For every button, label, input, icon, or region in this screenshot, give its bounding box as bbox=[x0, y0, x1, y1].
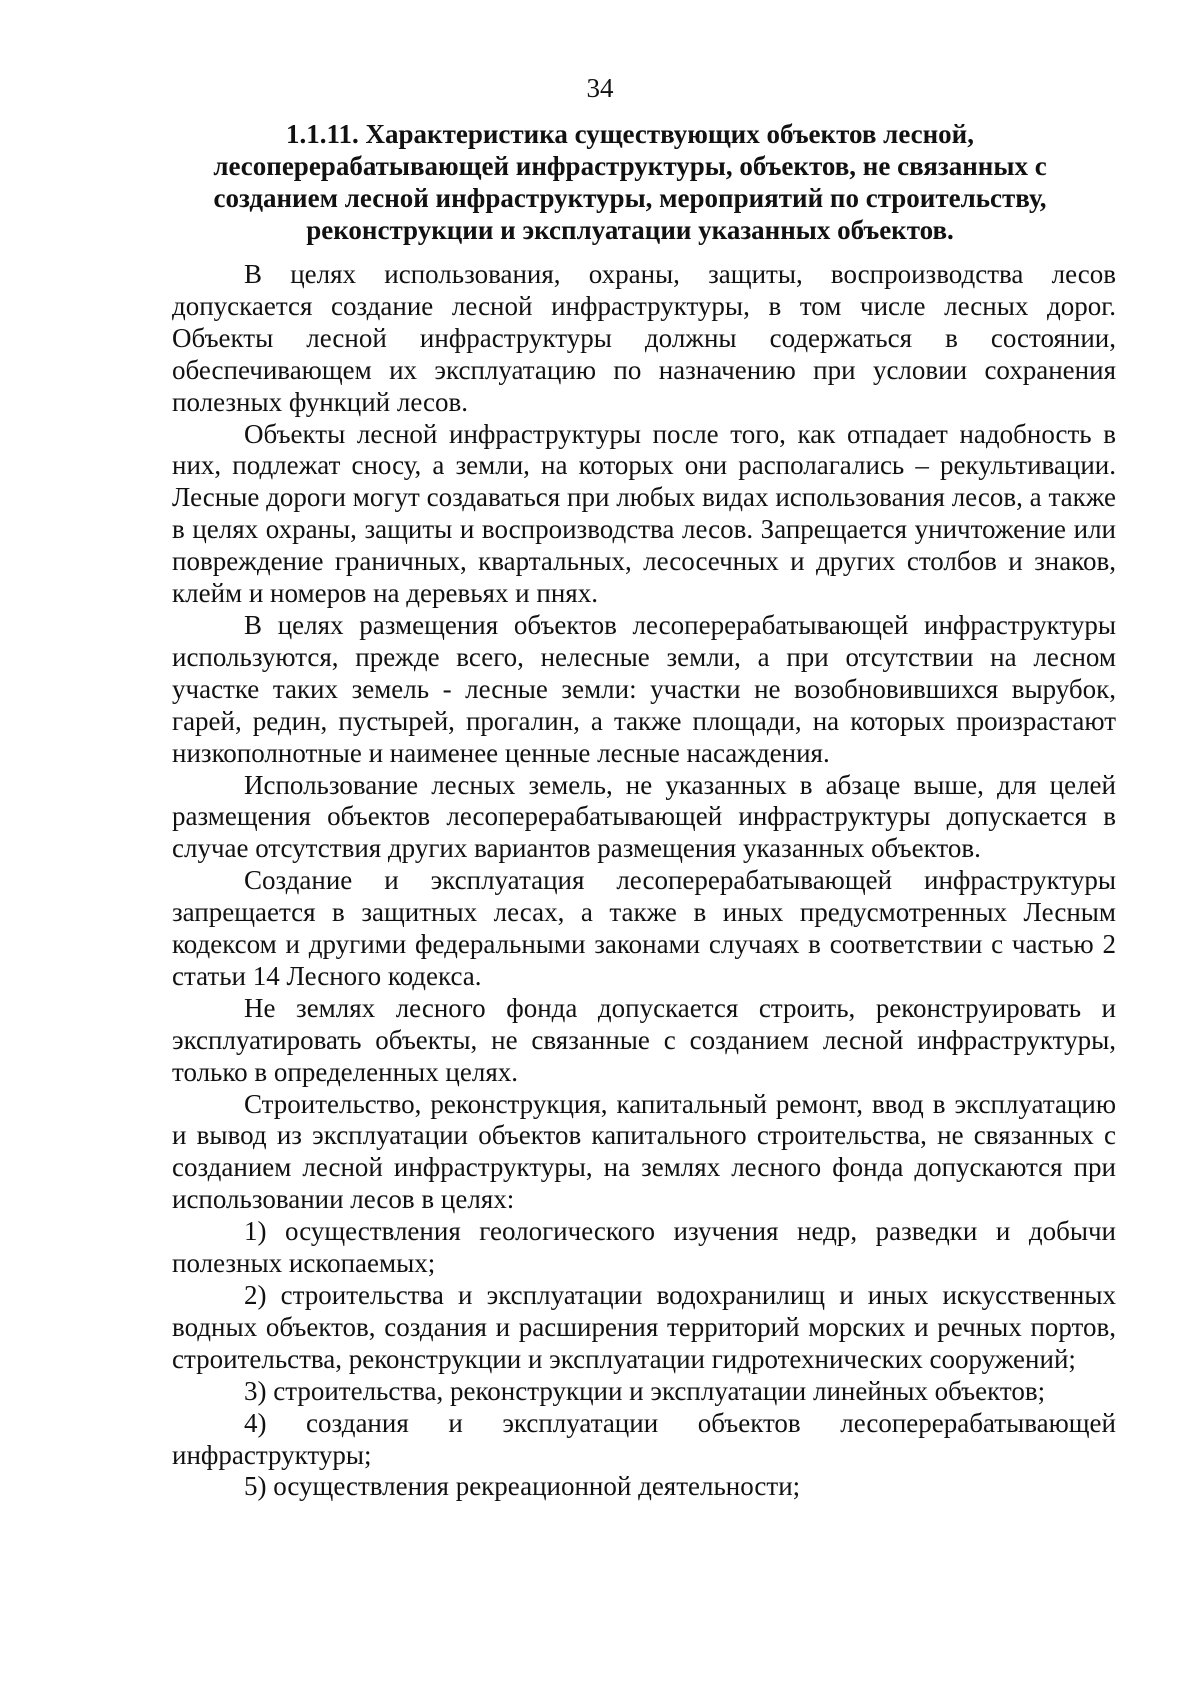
paragraph-demolition-reclamation: Объекты лесной инфраструктуры после того, как отпадает надобность в них, подлежат сносу, а земли, на которых они располагались – рекультивации. Лесные дороги могут создаваться при любых видах использования лесов, а также в целях охраны, защиты и воспроизводства лесов. Запрещается уничтожение или повреждение граничных, квартальных, лесосечных и других столбов и знаков, клейм и номеров на деревьях и пнях. bbox=[172, 418, 1116, 609]
paragraph-forest-lands-use: Использование лесных земель, не указанных в абзаце выше, для целей размещения объектов лесоперерабатывающей инфраструктуры допускается в случае отсутствия других вариантов размещения указанных объектов. bbox=[172, 769, 1116, 864]
page-number: 34 bbox=[586, 73, 614, 103]
paragraph-capital-construction: Строительство, реконструкция, капитальный ремонт, ввод в эксплуатацию и вывод из эксплуатации объектов капитального строительства, не связанных с созданием лесной инфраструктуры, на землях лесного фонда допускаются при использовании лесов в целях: bbox=[172, 1088, 1116, 1215]
list-item-2: 2) строительства и эксплуатации водохранилищ и иных искусственных водных объектов, создания и расширения территорий морских и речных портов, строительства, реконструкции и эксплуатации гидротехнических сооружений; bbox=[172, 1280, 1116, 1374]
heading-line-3: созданием лесной инфраструктуры, мероприятий по строительству, bbox=[213, 183, 1047, 213]
list-item-3: 3) строительства, реконструкции и эксплуатации линейных объектов; bbox=[244, 1375, 1046, 1406]
paragraph-protective-forests: Создание и эксплуатация лесоперерабатывающей инфраструктуры запрещается в защитных лесах, а также в иных предусмотренных Лесным кодексом и другими федеральными законами случаях в соответствии с частью 2 статьи 14 Лесного кодекса. bbox=[172, 865, 1116, 991]
list-item-5: 5) осуществления рекреационной деятельности; bbox=[244, 1471, 801, 1502]
list-item-1: 1) осуществления геологического изучения недр, разведки и добычи полезных ископаемых; bbox=[172, 1216, 1116, 1279]
heading-line-4: реконструкции и эксплуатации указанных объектов. bbox=[306, 215, 954, 245]
paragraph-infrastructure-purpose: В целях использования, охраны, защиты, воспроизводства лесов допускается создание лесной инфраструктуры, в том числе лесных дорог. Объекты лесной инфраструктуры должны содержаться в состоянии, обеспечивающем их эксплуатацию по назначению при условии сохранения полезных функций лесов. bbox=[172, 259, 1116, 417]
heading-line-2: лесоперерабатывающей инфраструктуры, объектов, не связанных с bbox=[213, 151, 1047, 181]
paragraph-placement-lands: В целях размещения объектов лесоперерабатывающей инфраструктуры используются, прежде всего, нелесные земли, а при отсутствии на лесном участке таких земель - лесные земли: участки не возобновившихся вырубок, гарей, редин, пустырей, прогалин, а также площади, на которых произрастают низкополнотные и наименее ценные лесные насаждения. bbox=[172, 609, 1116, 768]
paragraph-non-infrastructure-objects: Не землях лесного фонда допускается строить, реконструировать и эксплуатировать объекты, не связанные с созданием лесной инфраструктуры, только в определенных целях. bbox=[172, 992, 1116, 1087]
document-body bbox=[172, 259, 1116, 1503]
heading-line-1: 1.1.11. Характеристика существующих объектов лесной, bbox=[286, 119, 974, 149]
section-heading bbox=[190, 118, 1070, 246]
list-item-4: 4) создания и эксплуатации объектов лесоперерабатывающей инфраструктуры; bbox=[172, 1407, 1116, 1470]
